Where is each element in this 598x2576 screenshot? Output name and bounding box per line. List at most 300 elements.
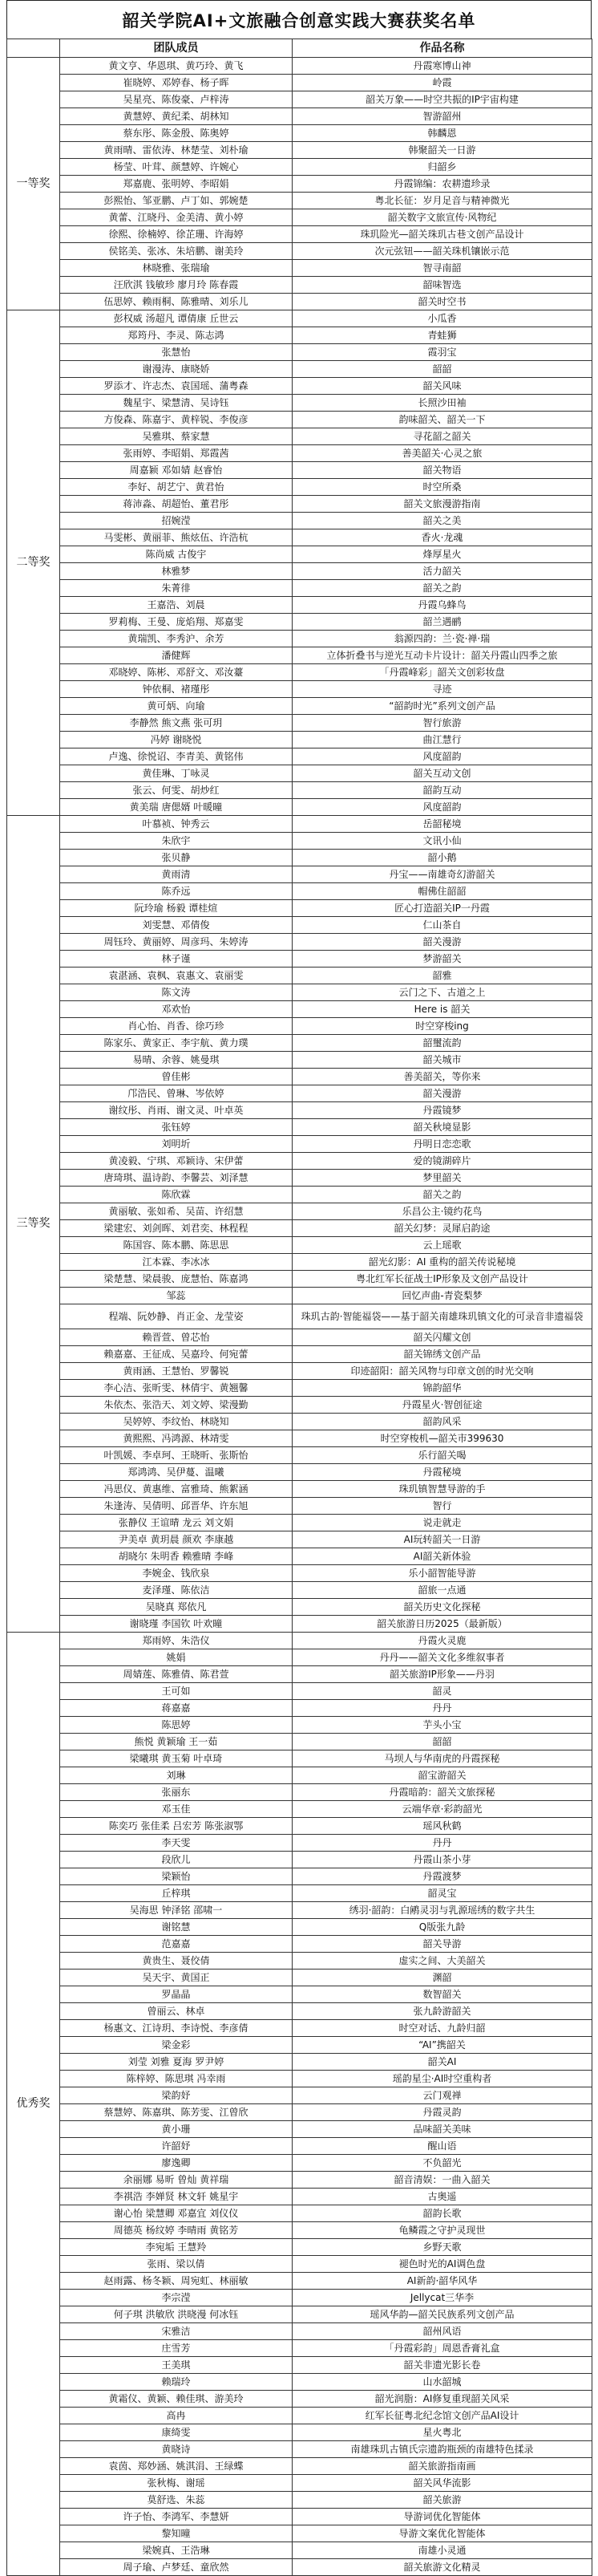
project-name-cell: 古奥遥 <box>293 2189 592 2205</box>
table-row <box>7 1085 592 1102</box>
project-name-cell: 韶关锦绣文创产品 <box>293 1346 592 1363</box>
project-name-cell: 烽厚星火 <box>293 546 592 563</box>
team-members-cell: 尹美卓 黄玥晨 颜欢 李康越 <box>60 1531 293 1548</box>
award-table-body <box>7 58 592 2576</box>
table-row <box>7 1986 592 2003</box>
project-name-cell: 丹丹——韶关文化多维叙事者 <box>293 1649 592 1666</box>
table-row <box>7 2408 592 2424</box>
project-name-cell: 韶关互动文创 <box>293 765 592 782</box>
team-members-cell: 冯婷 谢晓悦 <box>60 732 293 748</box>
team-members-cell: 陈尚威 古俊宇 <box>60 546 293 563</box>
table-row <box>7 260 592 277</box>
project-name-cell: 匠心打造韶关IP一丹霞 <box>293 900 592 917</box>
table-row <box>7 1902 592 1919</box>
table-row <box>7 2357 592 2374</box>
team-members-cell: 梁建宏、刘剑晖、刘君奕、林程程 <box>60 1220 293 1237</box>
table-row <box>7 1035 592 1052</box>
team-members-cell: 邓玉佳 <box>60 1801 293 1818</box>
project-name-cell: 曲江慧行 <box>293 732 592 748</box>
team-members-cell: 罗添才、许志杰、袁国瑶、蒲粤森 <box>60 378 293 395</box>
table-row <box>7 2155 592 2172</box>
team-members-cell: 李婉金、钱欣泉 <box>60 1565 293 1582</box>
team-members-cell: 方俊森、陈嘉宇、黄梓锐、李俊彦 <box>60 412 293 428</box>
project-name-cell: 芋头小宝 <box>293 1717 592 1734</box>
project-name-cell: 醒山语 <box>293 2138 592 2155</box>
project-name-cell: 韶小鹅 <box>293 850 592 866</box>
team-members-cell: 刘明圻 <box>60 1136 293 1153</box>
team-members-cell: 叶慕祯、钟秀云 <box>60 816 293 833</box>
team-members-cell: 高冉 <box>60 2408 293 2424</box>
team-members-cell: 李宛垢 王慧羚 <box>60 2239 293 2256</box>
team-members-cell: 梁颖怡 <box>60 1868 293 1885</box>
project-name-cell: 云门之下、古道之上 <box>293 984 592 1001</box>
table-row <box>7 614 592 631</box>
table-row <box>7 866 592 883</box>
team-members-cell: 周嘉颖 邓如婧 赵睿怡 <box>60 462 293 479</box>
project-name-cell: 锦韵韶华 <box>293 1380 592 1397</box>
project-name-cell: 粤北红军长征战士IP形象及文创产品设计 <box>293 1271 592 1288</box>
table-row <box>7 664 592 681</box>
project-name-cell: 丹明日恋恋歌 <box>293 1136 592 1153</box>
team-members-cell: 蒋嘉嘉 <box>60 1700 293 1717</box>
project-name-cell: 岳韶秘境 <box>293 816 592 833</box>
team-members-cell: 麦泽瑾、陈依洁 <box>60 1582 293 1599</box>
project-name-cell: 时空穿梭ing <box>293 1018 592 1035</box>
team-members-cell: 周德英 杨纹婷 李晴雨 黄铭芳 <box>60 2222 293 2239</box>
table-row <box>7 479 592 496</box>
project-name-cell: 乐行韶关喝 <box>293 1447 592 1464</box>
project-name-cell: 丹霞锦编：农耕遗珍录 <box>293 176 592 193</box>
team-members-cell: 谢铭慧 <box>60 1919 293 1936</box>
project-name-cell: 丹霞火灵鹿 <box>293 1633 592 1649</box>
team-members-cell: 张丽东 <box>60 1784 293 1801</box>
team-members-cell: 侯铭美、张冰、朱培鹏、谢美玲 <box>60 243 293 260</box>
team-members-cell: 阮玲瑜 杨毅 谭桂煊 <box>60 900 293 917</box>
table-row <box>7 91 592 108</box>
team-members-cell: 杨惠文、江诗玥、李诗悦、李彦倩 <box>60 2020 293 2037</box>
team-members-cell: 刘琳 <box>60 1767 293 1784</box>
project-name-cell: 丹宝——南雄奇幻游韶关 <box>293 866 592 883</box>
team-members-cell: 王可如 <box>60 1683 293 1700</box>
table-row <box>7 715 592 732</box>
table-row <box>7 850 592 866</box>
project-name-cell: 丹霞寒博山神 <box>293 58 592 75</box>
project-name-cell: 韶关漫游 <box>293 934 592 951</box>
project-name-cell: 韶关数字文旅宣传·风物纪 <box>293 209 592 226</box>
team-members-cell: 段欣儿 <box>60 1852 293 1868</box>
table-row <box>7 1750 592 1767</box>
project-name-cell: 韶关风味 <box>293 378 592 395</box>
project-name-cell: 南雄小灵通 <box>293 2542 592 2559</box>
project-name-cell: “AI”携韶关 <box>293 2037 592 2054</box>
team-members-cell: 梁婉真、王浩琳 <box>60 2542 293 2559</box>
table-row <box>7 1254 592 1271</box>
team-members-cell: 宋雅洁 <box>60 2323 293 2340</box>
award-category-label: 一等奖 <box>7 58 60 310</box>
team-members-cell: 黄贵生、聂佼倩 <box>60 1953 293 1970</box>
table-row <box>7 1953 592 1970</box>
team-members-cell: 卢逸、徐悦诏、李青美、黄铭伟 <box>60 748 293 765</box>
project-name-cell: 韶旅一点通 <box>293 1582 592 1599</box>
team-members-cell: 肖心怡、肖香、徐巧珍 <box>60 1018 293 1035</box>
table-row <box>7 765 592 782</box>
project-name-cell: 丹霞暗韵：韶关文旅探秘 <box>293 1784 592 1801</box>
table-row <box>7 108 592 125</box>
project-name-cell: 韶关秋境显影 <box>293 1119 592 1136</box>
table-row <box>7 698 592 715</box>
table-row <box>7 2290 592 2306</box>
table-row <box>7 2273 592 2290</box>
team-members-cell: 黄美瑞 唐偲婿 叶暖曈 <box>60 799 293 816</box>
project-name-cell: 智行 <box>293 1498 592 1515</box>
team-members-cell: 黄雨晴、雷依涛、林楚莹、刘朴瑜 <box>60 142 293 159</box>
table-row <box>7 748 592 765</box>
project-name-cell: 张九龄游韶关 <box>293 2003 592 2020</box>
project-name-cell: 绣羽·韶韵：白鹇灵羽与乳源瑶绣的数字共生 <box>293 1902 592 1919</box>
table-row <box>7 1633 592 1649</box>
project-name-cell: 岭霞 <box>293 75 592 91</box>
project-name-cell: 韶韶 <box>293 361 592 378</box>
team-members-cell: 周钰玲、黄丽婷、周彦玛、朱婷涛 <box>60 934 293 951</box>
project-name-cell: 珠玑镇智慧导游的手 <box>293 1481 592 1498</box>
award-category-label: 优秀奖 <box>7 1633 60 2576</box>
table-row <box>7 243 592 260</box>
project-name-cell: 山水韶城 <box>293 2374 592 2391</box>
project-name-cell: 马坝人与华南虎的丹霞探秘 <box>293 1750 592 1767</box>
project-name-cell: 立体折叠书与逆光互动卡片设计：韶关丹霞山四季之旅 <box>293 647 592 664</box>
team-members-cell: 许韶妤 <box>60 2138 293 2155</box>
team-members-cell: 丘梓琪 <box>60 1885 293 1902</box>
team-members-cell: 袁茵、郑妙涵、姚淇涓、王绿蝶 <box>60 2458 293 2475</box>
team-members-cell: 林子谨 <box>60 951 293 968</box>
project-name-cell: Here is 韶关 <box>293 1001 592 1018</box>
team-members-cell: 康绮雯 <box>60 2424 293 2441</box>
table-row <box>7 1548 592 1565</box>
project-name-cell: 香火·龙魂 <box>293 529 592 546</box>
project-name-cell: AI新韵·韶华风华 <box>293 2273 592 2290</box>
project-name-cell: 瑶风秋鹤 <box>293 1818 592 1835</box>
team-members-cell: 朱依杰、张浩天、刘文婷、梁漫勤 <box>60 1397 293 1414</box>
table-row <box>7 631 592 647</box>
table-row <box>7 1515 592 1531</box>
project-name-cell: 韶韶 <box>293 1734 592 1750</box>
project-name-cell: Jellycat三华李 <box>293 2290 592 2306</box>
team-members-cell: 吴晓真 郑依凡 <box>60 1599 293 1616</box>
table-row <box>7 1397 592 1414</box>
team-members-cell: 梁楚慧、梁晨骏、庞慧怡、陈嘉鸿 <box>60 1271 293 1288</box>
team-members-cell: 徐熙、徐楠婷、徐芷珊、许海婷 <box>60 226 293 243</box>
table-row <box>7 277 592 294</box>
project-name-cell: 时空对话、九龄归韶 <box>293 2020 592 2037</box>
team-members-cell: 江本霖、李冰冰 <box>60 1254 293 1271</box>
project-name-cell: 虚实之间、大美韶关 <box>293 1953 592 1970</box>
table-row <box>7 395 592 412</box>
table-row <box>7 1380 592 1397</box>
table-row <box>7 2458 592 2475</box>
team-members-cell: 唐琦琪、温诗韵、李馨芸、刘泽慧 <box>60 1170 293 1187</box>
table-row <box>7 1919 592 1936</box>
project-name-cell: 丹霞乌蜂鸟 <box>293 597 592 614</box>
table-row <box>7 917 592 934</box>
table-row <box>7 681 592 698</box>
project-name-cell: 文讯小仙 <box>293 833 592 850</box>
table-row <box>7 1414 592 1430</box>
team-members-cell: 梁曦琪 黄玉菊 叶卓琦 <box>60 1750 293 1767</box>
team-members-cell: 蒋沛淼、胡超怡、董君彤 <box>60 496 293 513</box>
table-row <box>7 934 592 951</box>
project-name-cell: 韶光润脂：AI修复重现韶关风采 <box>293 2391 592 2408</box>
project-name-cell: 丹霞星火·智创征途 <box>293 1397 592 1414</box>
project-name-cell: 次元弦钮——韶关珠机镶嵌示范 <box>293 243 592 260</box>
table-row <box>7 968 592 984</box>
team-members-cell: 许子怡、李鸿军、李慧妍 <box>60 2509 293 2525</box>
table-row <box>7 1818 592 1835</box>
table-row <box>7 361 592 378</box>
project-name-cell: 仁山茶自 <box>293 917 592 934</box>
team-members-cell: 胡晓尔 朱明香 赖雅晴 李峰 <box>60 1548 293 1565</box>
table-row <box>7 529 592 546</box>
table-row <box>7 1717 592 1734</box>
team-members-cell: 陈奕巧 张佳柔 吕宏芳 陈张淑鄂 <box>60 1818 293 1835</box>
project-name-cell: 韶关时空书 <box>293 294 592 310</box>
project-name-cell: 回忆声曲-青瓷梨梦 <box>293 1288 592 1304</box>
project-name-cell: 韶关导游 <box>293 1936 592 1953</box>
team-members-cell: 黄霜仪、黄颖、赖佳琪、游美玲 <box>60 2391 293 2408</box>
project-name-cell: 韵味韶关、韶关一下 <box>293 412 592 428</box>
table-row <box>7 159 592 176</box>
table-row <box>7 1069 592 1085</box>
team-members-cell: 伍思婷、赖雨桐、陈雅晴、刘乐儿 <box>60 294 293 310</box>
project-name-cell: 褪色时光的AI调色盘 <box>293 2256 592 2273</box>
team-members-cell: 马雯彬、黄丽菲、熊炫伍、许浩杭 <box>60 529 293 546</box>
table-row <box>7 344 592 361</box>
project-name-cell: 韶关风华流影 <box>293 2475 592 2492</box>
project-name-cell: 不负韶光 <box>293 2155 592 2172</box>
table-row <box>7 445 592 462</box>
team-members-cell: 吴星亮、陈俊豪、卢梓涛 <box>60 91 293 108</box>
project-name-cell: “韶韵时光”系列文创产品 <box>293 698 592 715</box>
project-name-cell: 瑶韵星尘·AI时空重构者 <box>293 2071 592 2087</box>
team-members-cell: 潘健辉 <box>60 647 293 664</box>
project-name-cell: 爱的镜湖碎片 <box>293 1153 592 1170</box>
team-members-cell: 赖瑞玲 <box>60 2374 293 2391</box>
team-members-cell: 冯思仪、黄惠维、富雅琦、熊絮涵 <box>60 1481 293 1498</box>
project-name-cell: 珠玑古韵·智能福袋——基于韶关南雄珠玑镇文化的可录音非遗福袋 <box>293 1304 592 1329</box>
table-row <box>7 2104 592 2121</box>
project-name-cell: 「丹霞彩韵」周恩香膏礼盒 <box>293 2340 592 2357</box>
table-row <box>7 984 592 1001</box>
project-name-cell: 丹霞山茶小芽 <box>293 1852 592 1868</box>
table-row <box>7 1203 592 1220</box>
project-name-cell: 韶关旅游日历2025（最新版） <box>293 1616 592 1633</box>
project-name-cell: 韶光幻影：AI 重构的韶关传说秘境 <box>293 1254 592 1271</box>
team-members-cell: 邓欢怡 <box>60 1001 293 1018</box>
table-row <box>7 2475 592 2492</box>
team-members-cell: 易晴、余蓉、姚曼琪 <box>60 1052 293 1069</box>
table-row <box>7 647 592 664</box>
project-name-cell: 丹霞秘境 <box>293 1464 592 1481</box>
team-members-cell: 彭熙怡、邹亚鹏、卢丁如、郭婉楚 <box>60 193 293 209</box>
team-members-cell: 曾佳彬 <box>60 1069 293 1085</box>
team-members-cell: 黄晓诗 <box>60 2441 293 2458</box>
table-row <box>7 412 592 428</box>
team-members-cell: 黄丽敏、张如希、吴苗、许绍慧 <box>60 1203 293 1220</box>
project-name-cell: 南雄珠玑古镇氏宗遗韵瓶颈的南雄特色揉录 <box>293 2441 592 2458</box>
team-members-cell: 黄熙熙、冯鸿源、林靖雯 <box>60 1430 293 1447</box>
table-row <box>7 883 592 900</box>
table-row <box>7 951 592 968</box>
project-name-cell: 乐昌公主·镜约花鸟 <box>293 1203 592 1220</box>
project-name-cell: 印迹韶阳：韶关风物与印章文创的时光交响 <box>293 1363 592 1380</box>
table-row <box>7 294 592 310</box>
team-members-cell: 黄凌毅、宁琪、邓颖诗、宋伊蕾 <box>60 1153 293 1170</box>
team-members-cell: 庄雪芳 <box>60 2340 293 2357</box>
page-title: 韶关学院AI+文旅融合创意实践大赛获奖名单 <box>6 0 592 39</box>
team-members-cell: 朱欣宇 <box>60 833 293 850</box>
team-members-cell: 张慧怡 <box>60 344 293 361</box>
table-row <box>7 2323 592 2340</box>
project-name-cell: Q版张九龄 <box>293 1919 592 1936</box>
team-members-cell: 赖嘉嘉、王征成、吴嘉玲、何宛蕾 <box>60 1346 293 1363</box>
team-members-cell: 郑嘉鹿、张明婷、李昭娟 <box>60 176 293 193</box>
team-members-cell: 李静然 熊文燕 张可玥 <box>60 715 293 732</box>
project-name-cell: 归韶乡 <box>293 159 592 176</box>
project-name-cell: 韶关之美 <box>293 513 592 529</box>
team-members-cell: 林晓雅、张瑞瑜 <box>60 260 293 277</box>
table-row <box>7 1464 592 1481</box>
table-row <box>7 1237 592 1254</box>
project-name-cell: 品味韶关美味 <box>293 2121 592 2138</box>
table-row <box>7 1835 592 1852</box>
team-members-cell: 黄瑞凯、李秀沪、余芳 <box>60 631 293 647</box>
team-members-cell: 赵雨露、杨冬颖、周宛虹、林丽敏 <box>60 2273 293 2290</box>
team-members-cell: 张雨婷、李昭娟、郑霞茜 <box>60 445 293 462</box>
project-name-cell: 丹霞镜梦 <box>293 1102 592 1119</box>
team-members-cell: 张雨、梁以倩 <box>60 2256 293 2273</box>
team-members-cell: 陈欣霖 <box>60 1187 293 1203</box>
table-row <box>7 1616 592 1633</box>
table-row <box>7 2054 592 2071</box>
project-name-cell: 翁源四韵：兰·瓷·禅·瑞 <box>293 631 592 647</box>
table-row <box>7 816 592 833</box>
team-members-cell: 杨莹、叶茸、颜慧婷、许婉心 <box>60 159 293 176</box>
table-row <box>7 193 592 209</box>
table-row <box>7 513 592 529</box>
table-row <box>7 563 592 580</box>
team-members-cell: 谢晓瑾 李国钦 叶欢曈 <box>60 1616 293 1633</box>
team-members-cell: 黄可炳、向瑜 <box>60 698 293 715</box>
team-members-cell: 何子琪 洪敏欣 洪晓漫 何冰钰 <box>60 2306 293 2323</box>
table-row <box>7 2121 592 2138</box>
team-members-cell: 蔡东彤、陈金殷、陈奥婷 <box>60 125 293 142</box>
team-members-cell: 余丽娜 易昕 曾灿 黄祥瑞 <box>60 2172 293 2189</box>
team-members-cell: 汪欣淇 钱敏珍 廖月玲 陈春霞 <box>60 277 293 294</box>
team-members-cell: 曾丽云、林卓 <box>60 2003 293 2020</box>
team-members-cell: 彭权威 汤超凡 谭倩康 丘世云 <box>60 310 293 327</box>
team-members-cell: 黄蕾、江晓丹、金美清、黄小婷 <box>60 209 293 226</box>
team-members-cell: 蔡慧婷、陈嘉琪、陈芳雯、江曾欣 <box>60 2104 293 2121</box>
project-name-cell: 龟鳞霞之守护灵现世 <box>293 2222 592 2239</box>
project-name-cell: 韶关非遗光影长卷 <box>293 2357 592 2374</box>
header-blank-cell <box>7 39 60 58</box>
project-name-cell: 韶璽流韵 <box>293 1035 592 1052</box>
project-name-cell: 风度韶韵 <box>293 799 592 816</box>
project-name-cell: 韶关漫游 <box>293 1085 592 1102</box>
table-row <box>7 1481 592 1498</box>
table-row <box>7 2037 592 2054</box>
table-row <box>7 75 592 91</box>
table-row <box>7 2239 592 2256</box>
project-name-cell: 智寻南韶 <box>293 260 592 277</box>
project-name-cell: 风度韶韵 <box>293 748 592 765</box>
table-row <box>7 209 592 226</box>
team-members-cell: 周婧莲、陈雅倩、陈君萱 <box>60 1666 293 1683</box>
team-members-cell: 邓晓婷、陈彬、邓舒文、邓汝薹 <box>60 664 293 681</box>
team-members-cell: 郑雨婷、朱浩仪 <box>60 1633 293 1649</box>
table-row <box>7 546 592 563</box>
project-name-cell: 霞羽宝 <box>293 344 592 361</box>
project-name-cell: 韶关AI <box>293 2054 592 2071</box>
team-members-cell: 朱菁徘 <box>60 580 293 597</box>
team-members-cell: 范嘉嘉 <box>60 1936 293 1953</box>
table-row <box>7 226 592 243</box>
team-members-cell: 罗莉梅、王曼、庞焰翔、郑嘉雯 <box>60 614 293 631</box>
table-row <box>7 1885 592 1902</box>
header-team-members: 团队成员 <box>60 39 293 58</box>
team-members-cell: 陈文涛 <box>60 984 293 1001</box>
table-row <box>7 1801 592 1818</box>
team-members-cell: 吴海思 钟泽铭 邵啸一 <box>60 1902 293 1919</box>
project-name-cell: 珠玑险光—韶关珠玑古巷文创产品设计 <box>293 226 592 243</box>
table-row <box>7 2003 592 2020</box>
table-row <box>7 1288 592 1304</box>
team-members-cell: 崔晓婷、邓婷春、杨子晖 <box>60 75 293 91</box>
table-row <box>7 1666 592 1683</box>
team-members-cell: 陈思婷 <box>60 1717 293 1734</box>
table-row <box>7 2189 592 2205</box>
project-name-cell: 韶灵 <box>293 1683 592 1700</box>
project-name-cell: 韶关旅游 <box>293 2492 592 2509</box>
team-members-cell: 张钰婷 <box>60 1119 293 1136</box>
table-row <box>7 2559 592 2576</box>
table-row <box>7 1649 592 1666</box>
project-name-cell: 丹丹 <box>293 1835 592 1852</box>
project-name-cell: 时空穿梭机—韶关市399630 <box>293 1430 592 1447</box>
table-row <box>7 2391 592 2408</box>
team-members-cell: 陈梓婷、陈思琪 冯幸雨 <box>60 2071 293 2087</box>
project-name-cell: 丹霞灵韵 <box>293 2104 592 2121</box>
team-members-cell: 黄雨涵、王慧怡、罗馨锐 <box>60 1363 293 1380</box>
project-name-cell: 丹霞渡梦 <box>293 1868 592 1885</box>
team-members-cell: 李心洁、张昕雯、林倩宇、黄翘馨 <box>60 1380 293 1397</box>
award-table <box>6 39 592 2576</box>
team-members-cell: 郑鸿鸿、吴伊蔓、温曦 <box>60 1464 293 1481</box>
table-row <box>7 2087 592 2104</box>
table-row <box>7 597 592 614</box>
award-category-label: 二等奖 <box>7 310 60 816</box>
table-row <box>7 1767 592 1784</box>
table-row <box>7 1498 592 1515</box>
project-name-cell: 韩聚韶关一日游 <box>293 142 592 159</box>
project-name-cell: 小瓜香 <box>293 310 592 327</box>
project-name-cell: 韶关旅游指南画 <box>293 2458 592 2475</box>
project-name-cell: 韶关旅游文化精灵 <box>293 2559 592 2576</box>
team-members-cell: 陈家乐、黄家正、李宇航、黄力璞 <box>60 1035 293 1052</box>
table-row <box>7 142 592 159</box>
project-name-cell: 星火粤北 <box>293 2424 592 2441</box>
project-name-cell: 瑶风华韵—韶关民族系列文创产品 <box>293 2306 592 2323</box>
project-name-cell: 韶兰遇鹂 <box>293 614 592 631</box>
